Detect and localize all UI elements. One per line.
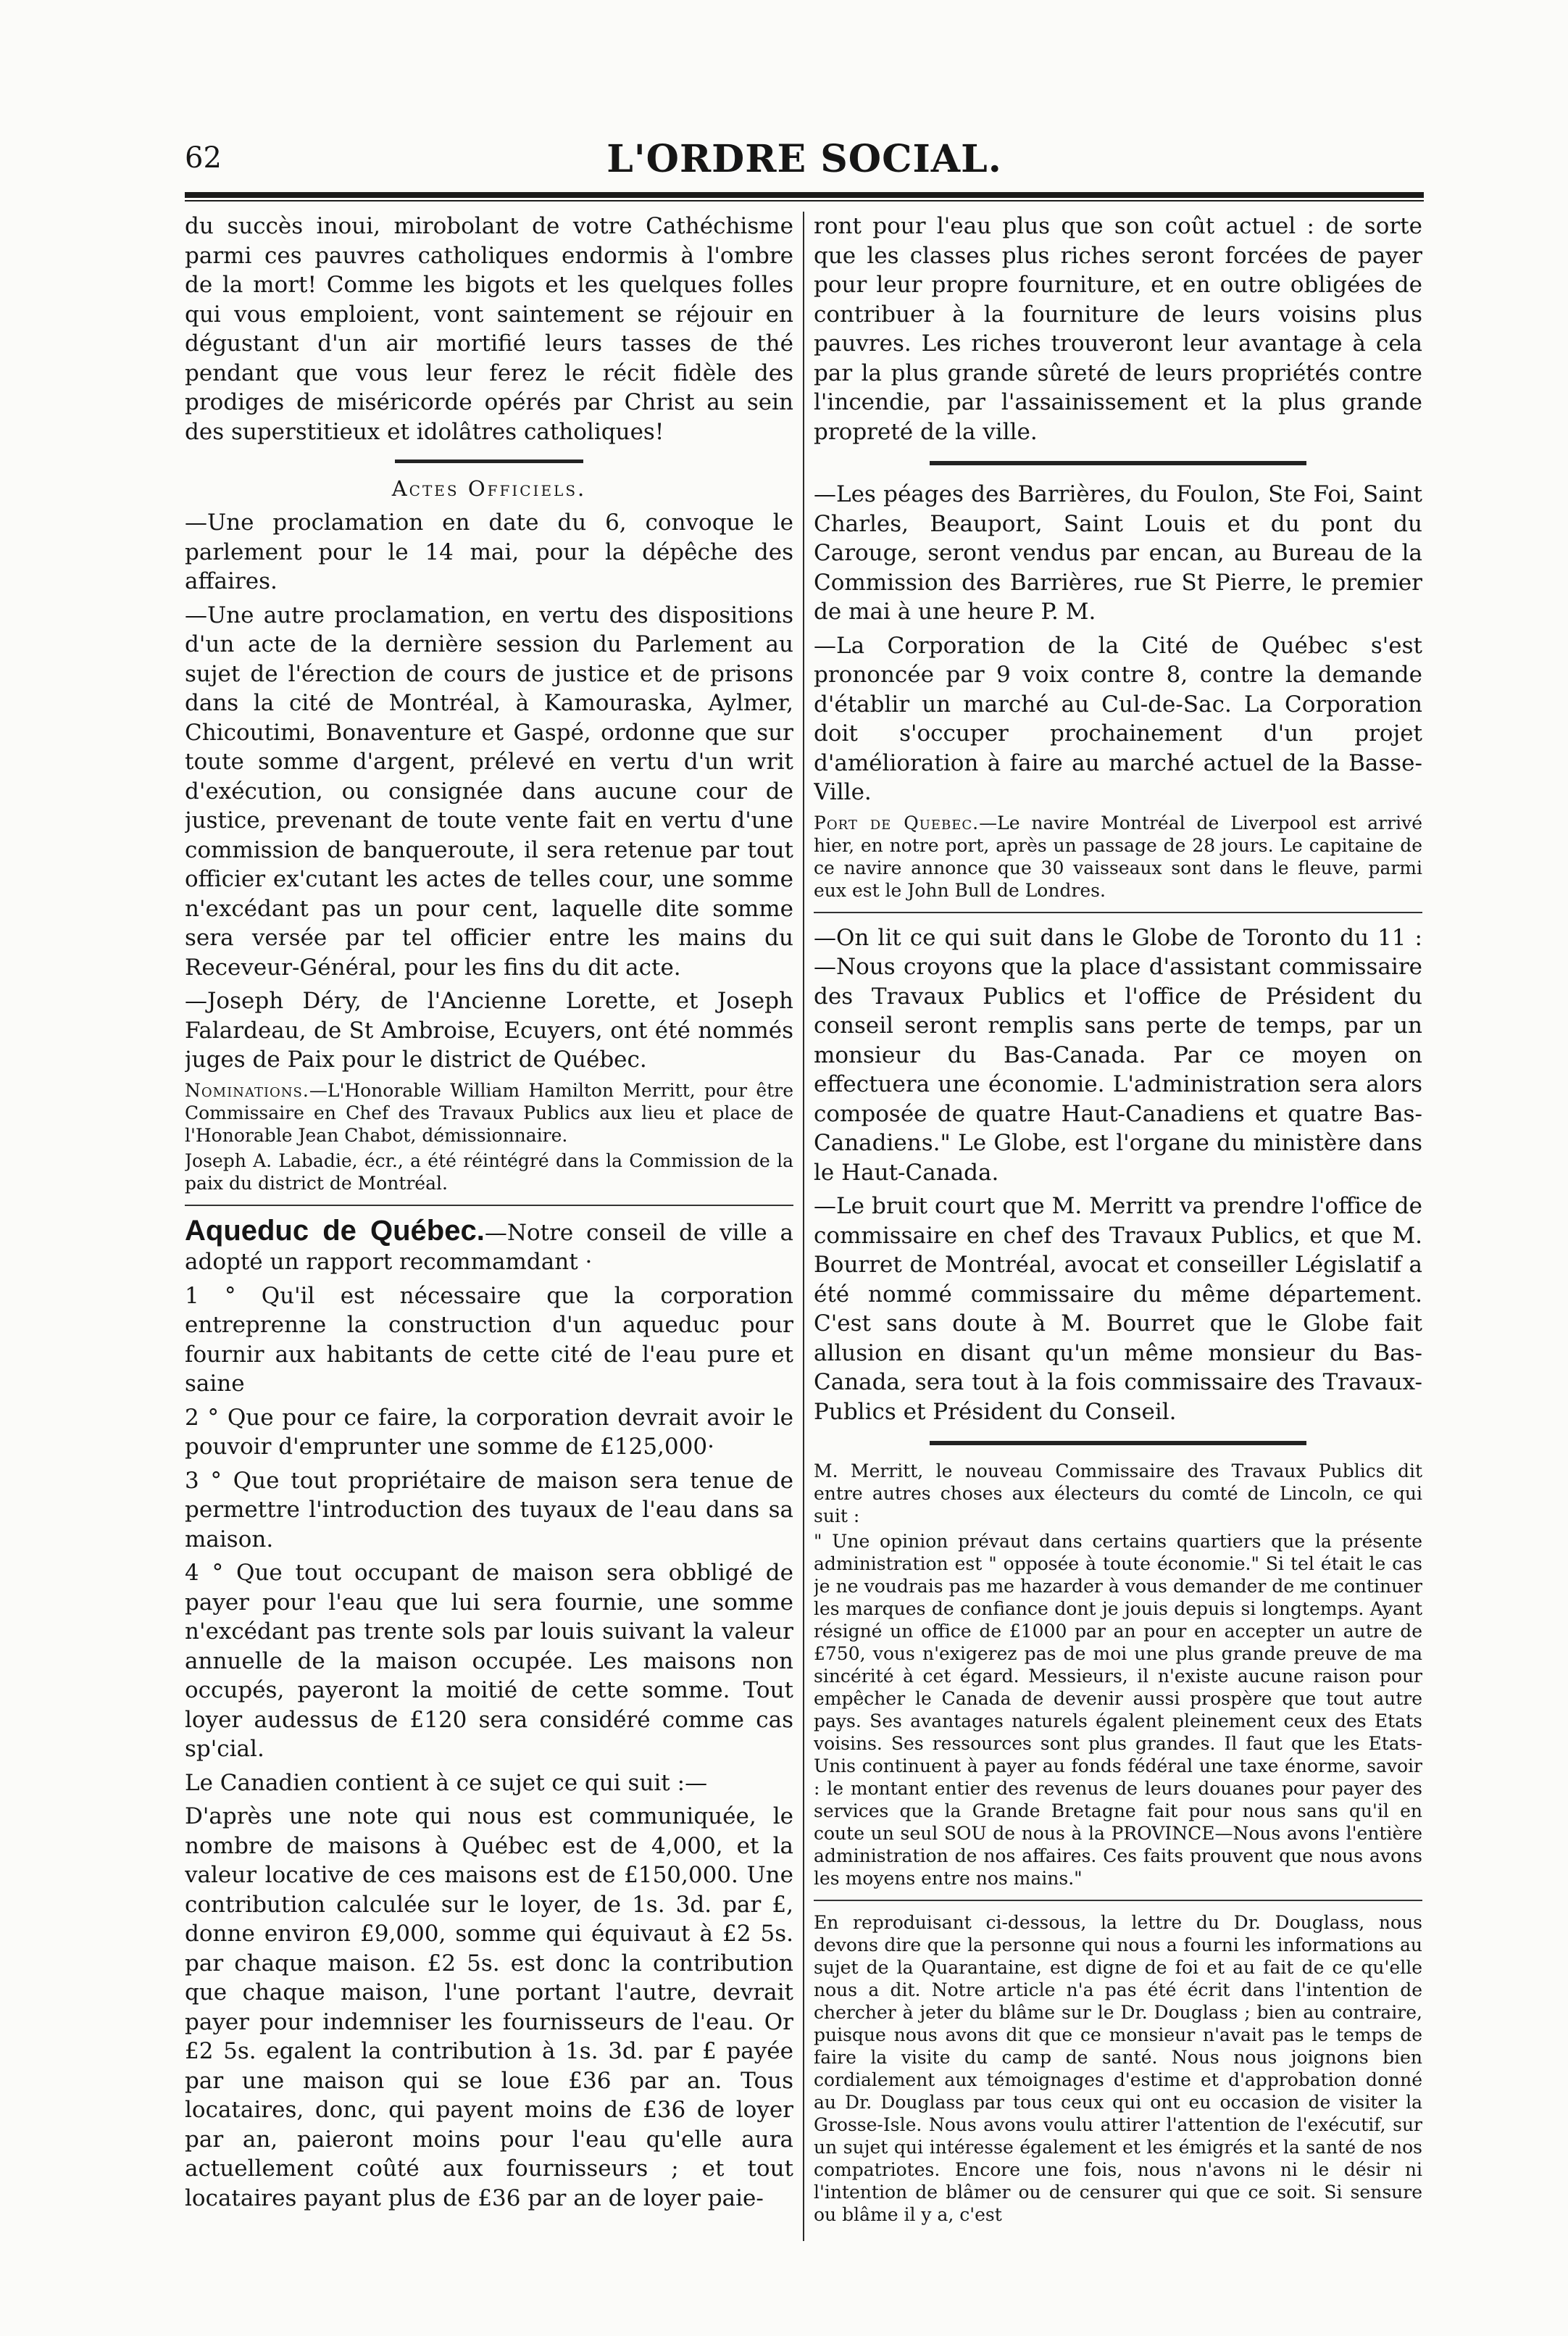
left-column [185, 212, 793, 2249]
article-text: —La Corporation de la Cité de Québec s'est prononcée par 9 voix contre 8, contre la demande d'établir un marché au Cul-de-Sac. La Corporation doit s'occuper prochainement d'un projet d'amélioration à faire au marché actuel de la Basse-Ville. [814, 632, 1422, 805]
list-item: 3 ° Que tout propriétaire de maison sera tenue de permettre l'introduction des tuyaux de l'eau dans sa maison. [185, 1467, 793, 1553]
journal-title: L'ORDRE SOCIAL. [606, 137, 1002, 181]
quote-intro: M. Merritt, le nouveau Commissaire des Travaux Publics dit entre autres choses aux électeurs du comté de Lincoln, ce qui suit : [814, 1460, 1422, 1526]
page-number: 62 [185, 141, 222, 175]
aqueduc-text: —Notre conseil de ville a adopté un rapport recommamdant · [185, 1219, 793, 1275]
article-text: —Une proclamation en date du 6, convoque le parlement pour le 14 mai, pour la dépêche des affaires. [185, 510, 793, 594]
article-text: Le Canadien contient à ce sujet ce qui suit :— [185, 1769, 708, 1796]
list-item: 1 ° Qu'il est nécessaire que la corporation entreprenne la construction d'un aqueduc pour fournir aux habitants de cette cité de l'eau pure et saine [185, 1282, 793, 1397]
divider-line [814, 1900, 1422, 1901]
right-column [814, 212, 1422, 2249]
section-divider [930, 461, 1306, 465]
port-text: —Le navire Montréal de Liverpool est arrivé hier, en notre port, après un passage de 28 jours. Le capitaine de ce navire annonce que 30 vaisseaux sont dans le fleuve, parmi eux est le John Bull de Londres. [814, 812, 1422, 901]
article-text: —Les péages des Barrières, du Foulon, Ste Foi, Saint Charles, Beauport, Saint Louis et du pont du Carouge, seront vendus par encan, au Bureau de la Commission des Barrières, rue St Pierre, le premier de mai à une heure P. M. [814, 481, 1422, 625]
aqueduc-intro [185, 1216, 793, 1277]
nominations-lead: Nominations. [185, 1079, 309, 1101]
section-heading: Actes Officiels. [391, 476, 587, 501]
nominations-notice [185, 1079, 793, 1147]
column-divider [803, 212, 804, 2241]
article-text: du succès inoui, mirobolant de votre Cathéchisme parmi ces pauvres catholiques endormis à l'ombre de la mort! Comme les bigots et les quelques folles qui vous emploient, vont saintement se réjouir en dégustant d'un air mortifié leurs tasses de thé pendant que vous leur ferez le récit fidèle des prodiges de miséricorde opérés par Christ au sein des superstitieux et idolâtres catholiques! [185, 213, 793, 445]
port-lead: Port de Quebec. [814, 812, 980, 834]
aqueduc-lead: Aqueduc de Québec. [185, 1214, 485, 1247]
divider-line [814, 912, 1422, 913]
header-rule-thin [185, 200, 1424, 201]
port-notice [814, 812, 1422, 902]
page-header [185, 137, 1424, 192]
article-text: —Une autre proclamation, en vertu des dispositions d'un acte de la dernière session du Parlement au sujet de l'érection de cours de justice et de prisons dans la cité de Montréal, à Kamouraska, Aylmer, Chicoutimi, Bonaventure et Gaspé, ordonne que sur toute somme d'argent, prélevé en vertu d'un writ d'exécution, ou consignée dans aucune cour de justice, prevenant de toute vente fait en vertu d'une commission de banqueroute, il sera retenue par tout officier ex'cutant les actes de telles cour, une somme n'excédant pas un pour cent, laquelle dite somme sera versée par tel officier entre les mains du Receveur-Général, pour les fins du dit acte. [185, 602, 793, 981]
editorial-text: En reproduisant ci-dessous, la lettre du Dr. Douglass, nous devons dire que la personne qui nous a fourni les informations au sujet de la Quarantaine, est digne de foi et au fait de ce qu'elle nous a dit. Notre article n'a pas été écrit dans l'intention de chercher à jeter du blâme sur le Dr. Douglass ; bien au contraire, puisque nous avons dit que ce monsieur n'avait pas le temps de faire la visite du camp de santé. Nous nous joignons bien cordialement aux témoignages d'estime et d'approbation donné au Dr. Douglass par tous ceux qui ont eu occasion de visiter la Grosse-Isle. Nous avons voulu attirer l'attention de l'exécutif, sur un sujet qui intéresse également et les émigrés et la santé de nos compatriotes. Encore une fois, nous n'avons ni le désir ni l'intention de blâmer ou de censurer qui que ce soit. Si sensure ou blâme il y a, c'est [814, 1912, 1422, 2225]
list-item: 2 ° Que pour ce faire, la corporation devrait avoir le pouvoir d'emprunter une somme de £125,000· [185, 1404, 793, 1460]
section-divider [930, 1441, 1306, 1445]
article-text: —On lit ce qui suit dans le Globe de Toronto du 11 :—Nous croyons que la place d'assistant commissaire des Travaux Publics et l'office de Président du conseil seront remplis sans perte de temps, par un monsieur du Bas-Canada. Par ce moyen on effectuera une économie. L'administration sera alors composée de quatre Haut-Canadiens et quatre Bas-Canadiens." Le Globe, est l'organe du ministère dans le Haut-Canada. [814, 924, 1422, 1186]
list-item: 4 ° Que tout occupant de maison sera obbligé de payer pour l'eau que lui sera fournie, une somme n'excédant pas trente sols par louis suivant la valeur annuelle de la maison occupée. Les maisons non occupés, payeront la moitié de cette somme. Tout loyer audessus de £120 sera considéré comme cas sp'cial. [185, 1560, 793, 1762]
nominations-text: —L'Honorable William Hamilton Merritt, pour être Commissaire en Chef des Travaux Publics aux lieu et place de l'Honorable Jean Chabot, démissionnaire. [185, 1079, 793, 1146]
notice-text: Joseph A. Labadie, écr., a été réintégré dans la Commission de la paix du district de Montréal. [185, 1150, 793, 1194]
divider-line [185, 1205, 793, 1206]
article-text: D'après une note qui nous est communiquée, le nombre de maisons à Québec est de 4,000, et la valeur locative de ces maisons est de £150,000. Une contribution calculée sur le loyer, de 1s. 3d. par £, donne environ £9,000, somme qui équivaut à £2 5s. par chaque maison. £2 5s. est donc la contribution que chaque maison, l'une portant l'autre, devrait payer pour indemniser les fournisseurs de l'eau. Or £2 5s. egalent la contribution à 1s. 3d. par £ payée par une maison qui se loue £36 par an. Tous locataires, donc, qui payent moins de £36 de loyer par an, paieront moins pour l'eau qu'elle aura actuellement coûté aux fournisseurs ; et tout locataires payant plus de £36 par an de loyer paie- [185, 1803, 793, 2211]
article-text: —Joseph Déry, de l'Ancienne Lorette, et Joseph Falardeau, de St Ambroise, Ecuyers, ont été nommés juges de Paix pour le district de Québec. [185, 988, 793, 1073]
article-text: ront pour l'eau plus que son coût actuel : de sorte que les classes plus riches seront forcées de payer pour leur propre fourniture, et en outre obligées de contribuer à la fourniture de leurs voisins plus pauvres. Les riches trouveront leur avantage à cela par la plus grande sûreté de leurs propriétés contre l'incendie, par l'assainissement et la plus grande propreté de la ville. [814, 213, 1422, 445]
quote-text: " Une opinion prévaut dans certains quartiers que la présente administration est " opposée à toute économie." Si tel était le cas je ne voudrais pas me hazarder à vous demander de me continuer les marques de confiance dont je jouis depuis si longtemps. Ayant résigné un office de £1000 par an pour en accepter un autre de £750, vous n'exigerez pas de moi une plus grande preuve de ma sincérité à cet égard. Messieurs, il n'existe aucune raison pour empêcher le Canada de devenir aussi prospère que tout autre pays. Ses avantages naturels égalent pleinement ceux des Etats voisins. Ses ressources sont plus grandes. Il faut que les Etats-Unis continuent à payer au fonds fédéral une taxe énorme, savoir : le montant entier des revenus de leurs douanes pour payer des services que la Grande Bretagne fait pour nous sans qu'il en coute un seul SOU de nous à la PROVINCE—Nous avons l'entière administration de nos affaires. Ces faits prouvent que nous avons les moyens entre nos mains." [814, 1531, 1422, 1889]
section-divider [395, 460, 583, 463]
header-rule [185, 192, 1424, 198]
article-text: —Le bruit court que M. Merritt va prendre l'office de commissaire en chef des Travaux Publics, et que M. Bourret de Montréal, avocat et conseiller Législatif a été nommé commissaire du même département. C'est sans doute à M. Bourret que le Globe fait allusion en disant qu'un même monsieur du Bas-Canada, sera tout à la fois commissaire des Travaux-Publics et Président du Conseil. [814, 1193, 1422, 1425]
